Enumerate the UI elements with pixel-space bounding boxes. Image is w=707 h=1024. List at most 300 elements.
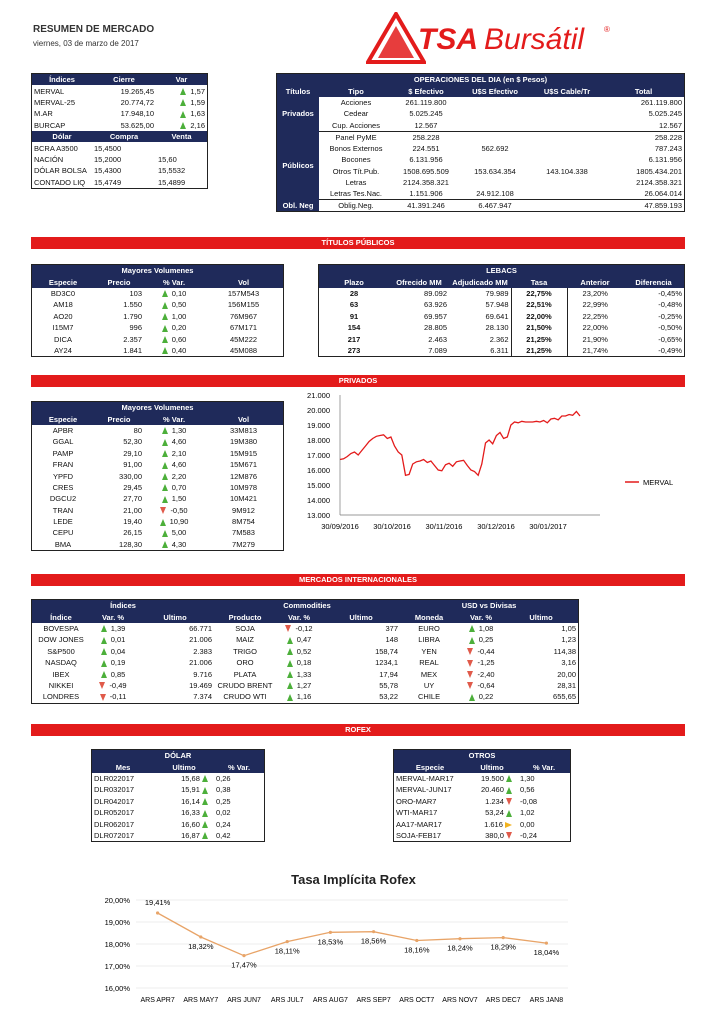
rofex-especie: DLR022017 [94, 773, 135, 783]
operaciones-usd: 153.634.354 [474, 166, 516, 176]
down-arrow-icon [285, 625, 291, 632]
rofex-var: 1,30 [520, 773, 535, 783]
index-last: 19.469 [189, 680, 213, 690]
intl-row [32, 691, 578, 702]
merval-x-tick: 30/12/2016 [477, 522, 515, 531]
lebacs-header-row [319, 276, 684, 287]
index-row [32, 108, 207, 119]
intl-row [32, 668, 578, 679]
index-name: IBEX [52, 669, 70, 679]
lebac-anterior: 21,90% [582, 334, 608, 344]
currency-var: -0,44 [458, 646, 504, 657]
precio: 26,15 [123, 528, 142, 538]
rate-y-tick: 16,00% [104, 984, 130, 993]
operaciones-tipo: Otros Tít.Pub. [332, 166, 380, 176]
column-header: Moneda [400, 611, 458, 622]
operaciones-pesos: 41.391.246 [393, 200, 459, 212]
merval-y-tick: 18.000 [307, 436, 330, 445]
column-header: $ Efectivo [393, 85, 459, 96]
lebac-tasa: 21,50% [511, 322, 567, 333]
var-pct: 1,50 [144, 493, 204, 504]
column-header: Ultimo [504, 611, 578, 622]
especie: GGAL [52, 437, 74, 447]
precio: 27,70 [123, 494, 142, 504]
index-var: -0,11 [90, 691, 136, 702]
commodity-last: 17,94 [379, 669, 399, 679]
commodity-name: PLATA [233, 669, 257, 679]
column-header: U$S Efectivo [459, 85, 531, 96]
column-header: Adjudicado MM [449, 276, 511, 287]
dolar-row [32, 154, 207, 165]
rate-point [242, 954, 245, 957]
volumen: 33M813 [229, 425, 258, 435]
operaciones-usd [459, 108, 531, 119]
commodity-name: CRUDO WTI [223, 692, 267, 702]
logo-registered-mark: ® [604, 25, 610, 34]
operaciones-title: OPERACIONES DEL DIA (en $ Pesos) [277, 74, 684, 85]
rofex-ultimo: 15,91 [154, 784, 214, 795]
operaciones-group-label: Públicos [277, 131, 319, 200]
precio: 1.550 [123, 300, 142, 310]
operaciones-cable: 143.104.338 [546, 166, 588, 176]
operaciones-row [277, 188, 684, 200]
currency-last: 1,05 [561, 623, 576, 633]
privado-row [32, 482, 283, 493]
index-row [32, 97, 207, 108]
operaciones-tipo: Bocones [341, 155, 371, 165]
merval-x-tick: 30/11/2016 [425, 522, 463, 531]
lebac-plazo: 28 [349, 288, 359, 298]
precio: 330,00 [119, 471, 142, 481]
privado-row [32, 493, 283, 504]
volumenes-header-row [32, 276, 283, 287]
operaciones-total: 261.119.800 [640, 97, 682, 107]
up-arrow-icon [202, 821, 208, 828]
column-header: Precio [94, 413, 144, 424]
volumen: 8M754 [232, 517, 255, 527]
intl-group-header: USD vs Divisas [400, 600, 578, 611]
currency-var: 0,25 [458, 634, 504, 645]
var-pct: 0,50 [144, 299, 204, 310]
column-header: % Var. [144, 276, 204, 287]
operaciones-pesos: 1.151.906 [409, 189, 443, 199]
rofex-row [92, 807, 264, 818]
column-header: Compra [92, 131, 156, 142]
especie: APBR [52, 425, 74, 435]
up-arrow-icon [202, 810, 208, 817]
rate-x-tick: ARS MAY7 [183, 997, 219, 1004]
lebac-diferencia: -0,25% [658, 311, 682, 321]
operaciones-pesos: 261.119.800 [405, 97, 447, 107]
column-header: Vol [204, 276, 283, 287]
especie: CEPU [52, 528, 74, 538]
column-header: U$S Cable/Tr [531, 85, 603, 96]
currency-name: LIBRA [418, 635, 440, 645]
operaciones-pesos: 1508.695.509 [403, 166, 449, 176]
down-arrow-icon [160, 507, 166, 514]
up-arrow-icon [202, 798, 208, 805]
volumen: 7M583 [232, 528, 255, 538]
merval-y-tick: 16.000 [307, 466, 330, 475]
rofex-ultimo: 16,60 [154, 818, 214, 829]
rofex-var: 0,38 [216, 785, 231, 795]
rofex-ultimo: 1.234 [466, 796, 518, 807]
lebac-row [319, 299, 684, 310]
var-pct: 0,60 [144, 333, 204, 344]
rate-point [415, 939, 418, 942]
column-header: Especie [32, 413, 94, 424]
dolar-compra: 15,4749 [94, 177, 122, 187]
dolar-venta [156, 142, 207, 153]
operaciones-total: 2124.358.321 [636, 177, 682, 187]
var-pct: 4,60 [144, 459, 204, 470]
especie: AM18 [53, 300, 73, 310]
up-arrow-icon [162, 302, 168, 309]
rate-point [458, 937, 461, 940]
volumen: 15M671 [229, 460, 258, 470]
merval-y-tick: 13.000 [307, 511, 330, 520]
volumen: 9M912 [232, 505, 255, 515]
index-var: 1,59 [156, 97, 207, 108]
especie: BD3C0 [50, 288, 76, 298]
operaciones-row [277, 177, 684, 188]
currency-name: REAL [419, 658, 439, 668]
up-arrow-icon [287, 694, 293, 701]
index-close: 19.265,45 [120, 86, 154, 96]
rate-x-tick: ARS SEP7 [356, 997, 391, 1004]
lebac-adjudicado: 2.362 [489, 334, 509, 344]
dolar-row [32, 142, 207, 153]
index-last: 66.771 [189, 623, 213, 633]
var-pct: 4,30 [144, 539, 204, 550]
operaciones-cable [531, 131, 603, 143]
index-var: 0,01 [90, 634, 136, 645]
up-arrow-icon [162, 462, 168, 469]
down-arrow-icon [100, 694, 106, 701]
volumen: 10M421 [229, 494, 258, 504]
rofex-ultimo: 16,14 [154, 796, 214, 807]
section-bar-rofex: ROFEX [31, 724, 685, 736]
dolar-compra: 15,4300 [94, 166, 122, 176]
operaciones-tipo: Letras [345, 177, 367, 187]
precio: 29,45 [123, 482, 142, 492]
rofex-var: 0,24 [216, 819, 231, 829]
commodity-last: 1234,1 [375, 658, 399, 668]
column-header: Índice [32, 611, 90, 622]
merval-y-tick: 17.000 [307, 451, 330, 460]
commodity-var: 0,47 [276, 634, 322, 645]
operaciones-tipo: Panel PyME [319, 131, 393, 143]
volumen: 15M915 [229, 448, 258, 458]
rofex-row [92, 796, 264, 807]
precio: 128,30 [119, 539, 142, 549]
lebac-ofrecido: 69.957 [424, 311, 447, 321]
publico-row [32, 299, 283, 310]
privado-row [32, 459, 283, 470]
commodity-var: 0,18 [276, 657, 322, 668]
volumen: 19M380 [229, 437, 258, 447]
operaciones-usd: 562.692 [481, 143, 509, 153]
up-arrow-icon [162, 325, 168, 332]
commodity-var: 1,16 [276, 691, 322, 702]
column-header: Var. % [276, 611, 322, 622]
column-header: Especie [394, 761, 466, 772]
up-arrow-icon [101, 648, 107, 655]
rofex-especie: MERVAL-JUN17 [396, 785, 452, 795]
rofex-var: 0,02 [216, 808, 231, 818]
currency-name: MEX [420, 669, 438, 679]
currency-var: -0,64 [458, 680, 504, 691]
column-header: Ultimo [466, 761, 518, 772]
currency-last: 1,23 [561, 635, 576, 645]
index-name: S&P500 [47, 646, 75, 656]
currency-last: 28,31 [557, 680, 576, 690]
rofex-especie: DLR032017 [94, 785, 135, 795]
column-header: Anterior [567, 276, 623, 287]
rofex-especie: SOJA-FEB17 [396, 830, 442, 840]
rate-data-label: 18,04% [533, 948, 560, 958]
rate-data-label: 18,16% [404, 945, 430, 955]
indices-table [31, 73, 208, 189]
intl-row [32, 646, 578, 657]
rate-point [545, 942, 548, 945]
rofex-ultimo: 53,24 [466, 807, 518, 818]
up-arrow-icon [162, 450, 168, 457]
rate-data-label: 18,24% [447, 943, 473, 953]
lebac-tasa: 21,25% [511, 345, 567, 356]
rofex-row [92, 784, 264, 795]
rofex-header-row [92, 761, 264, 772]
index-name: LONDRES [42, 692, 80, 702]
column-header: Dólar [32, 131, 92, 142]
privado-row [32, 505, 283, 516]
currency-last: 3,16 [561, 658, 576, 668]
operaciones-tipo: Bonos Externos [329, 143, 383, 153]
merval-y-tick: 19.000 [307, 421, 330, 430]
merval-y-tick: 20.000 [307, 406, 330, 415]
down-arrow-icon [506, 832, 512, 839]
rofex-row [92, 830, 264, 841]
volumen: 12M876 [229, 471, 258, 481]
rofex-row [394, 818, 570, 829]
operaciones-pesos: 258.228 [393, 131, 459, 143]
currency-var: -2,40 [458, 668, 504, 679]
lebac-tasa: 22,00% [511, 311, 567, 322]
down-arrow-icon [99, 682, 105, 689]
index-close: 53.625,00 [120, 120, 154, 130]
volumen: 45M222 [229, 334, 258, 344]
index-var: -0,49 [90, 680, 136, 691]
index-name: BOVESPA [43, 623, 79, 633]
column-header: % Var. [518, 761, 570, 772]
column-header: Índices [32, 74, 92, 85]
rofex-ultimo: 1.616 [466, 818, 518, 829]
merval-y-tick: 14.000 [307, 496, 330, 505]
precio: 1.790 [123, 311, 142, 321]
logo-bursatil-text: Bursátil [484, 23, 585, 56]
operaciones-total: 6.131.956 [648, 155, 682, 165]
rofex-rate-chart-title: Tasa Implícita Rofex [291, 872, 416, 887]
column-header: Total [603, 85, 684, 96]
operaciones-usd: 24.912.108 [476, 189, 514, 199]
volumen: 156M155 [227, 300, 260, 310]
up-arrow-icon [506, 787, 512, 794]
operaciones-tipo: Cup. Acciones [332, 120, 380, 130]
rofex-header-row [394, 761, 570, 772]
rofex-especie: WTI-MAR17 [396, 808, 438, 818]
column-header: Producto [214, 611, 276, 622]
index-last: 9.716 [193, 669, 213, 679]
column-header: Vol [204, 413, 283, 424]
volumen: 7M279 [232, 539, 255, 549]
rofex-row [92, 773, 264, 784]
rofex-ultimo: 380,0 [466, 830, 518, 841]
rate-x-tick: ARS APR7 [140, 997, 175, 1004]
rate-point [372, 930, 375, 933]
volumen: 67M171 [229, 323, 258, 333]
rofex-rate-line-chart [90, 890, 580, 1016]
currency-name: EURO [418, 623, 440, 633]
currency-name: CHILE [417, 692, 441, 702]
lebac-plazo: 63 [349, 300, 359, 310]
index-var: 0,04 [90, 646, 136, 657]
operaciones-cable [531, 120, 603, 132]
index-row [32, 120, 207, 131]
publico-row [32, 288, 283, 299]
operaciones-group-label: Privados [277, 97, 319, 131]
rofex-row [394, 773, 570, 784]
especie: PAMP [52, 448, 74, 458]
rofex-var: 0,42 [216, 830, 231, 840]
var-pct: 1,30 [144, 425, 204, 436]
privado-row [32, 516, 283, 527]
rate-data-label: 18,32% [188, 941, 214, 951]
indices-header-row [32, 74, 207, 85]
column-header: Var. % [90, 611, 136, 622]
report-title: RESUMEN DE MERCADO [33, 24, 155, 35]
rate-point [199, 935, 202, 938]
dolar-name: CONTADO LIQ [34, 177, 86, 187]
rofex-ultimo: 16,33 [154, 807, 214, 818]
lebac-diferencia: -0,45% [658, 288, 682, 298]
currency-var: -1,25 [458, 657, 504, 668]
merval-x-tick: 30/01/2017 [529, 522, 567, 531]
operaciones-pesos: 6.131.956 [409, 155, 443, 165]
lebac-anterior: 22,99% [582, 300, 608, 310]
lebac-ofrecido: 89.092 [424, 288, 447, 298]
commodity-var: 1,27 [276, 680, 322, 691]
commodity-var: 1,33 [276, 668, 322, 679]
currency-name: YEN [421, 646, 437, 656]
especie: BMA [54, 539, 72, 549]
rofex-especie: DLR072017 [94, 830, 135, 840]
dolar-name: NACIÓN [34, 154, 64, 164]
precio: 19,40 [123, 517, 142, 527]
operaciones-usd [459, 154, 531, 165]
up-arrow-icon [287, 671, 293, 678]
index-var: 1,63 [156, 108, 207, 119]
rate-point [502, 936, 505, 939]
especie: CRES [52, 482, 74, 492]
commodity-name: MAIZ [236, 635, 254, 645]
privado-row [32, 470, 283, 481]
currency-last: 114,38 [553, 646, 576, 656]
volumen: 10M978 [229, 482, 258, 492]
currency-last: 20,00 [557, 669, 576, 679]
publicos-volumenes-table [31, 264, 284, 357]
operaciones-header-row [277, 85, 684, 96]
index-var: 0,85 [90, 668, 136, 679]
rofex-var: 0,26 [216, 773, 231, 783]
operaciones-row [277, 108, 684, 119]
merval-series-line [340, 412, 580, 476]
down-arrow-icon [467, 671, 473, 678]
dolar-venta: 15,60 [158, 154, 177, 164]
merval-x-tick: 30/10/2016 [373, 522, 411, 531]
column-header: % Var. [144, 413, 204, 424]
up-arrow-icon [180, 88, 186, 95]
lebac-anterior: 23,20% [582, 288, 608, 298]
mercados-internacionales-table [31, 599, 579, 704]
lebac-ofrecido: 28.805 [424, 323, 447, 333]
rofex-ultimo: 15,68 [154, 773, 214, 784]
rofex-row [394, 784, 570, 795]
intl-group-header-row [32, 600, 578, 611]
rofex-row [394, 807, 570, 818]
commodity-last: 377 [385, 623, 399, 633]
operaciones-usd [459, 177, 531, 188]
operaciones-tipo: Letras Tes.Nac. [330, 189, 382, 199]
dolar-row [32, 165, 207, 176]
var-pct: 10,90 [144, 516, 204, 527]
currency-name: UY [423, 680, 435, 690]
rofex-row [394, 830, 570, 841]
lebac-plazo: 273 [347, 345, 361, 355]
precio: 91,00 [123, 460, 142, 470]
commodity-name: TRIGO [233, 646, 257, 656]
up-arrow-icon [202, 832, 208, 839]
logo-tsa-text: TSA [418, 23, 478, 56]
lebac-ofrecido: 63.926 [424, 300, 447, 310]
merval-line-chart [296, 388, 696, 538]
operaciones-usd: 6.467.947 [459, 200, 531, 212]
up-arrow-icon [202, 787, 208, 794]
volumenes-header-row [32, 413, 283, 424]
operaciones-group-label: Obl. Neg [277, 200, 319, 212]
rate-data-label: 18,29% [490, 942, 516, 952]
privado-row [32, 436, 283, 447]
index-var: 0,19 [90, 657, 136, 668]
rate-data-label: 18,11% [274, 946, 300, 956]
volumenes-title: Mayores Volumenes [32, 402, 283, 413]
var-pct: 0,10 [144, 288, 204, 299]
up-arrow-icon [162, 541, 168, 548]
precio: 21,00 [123, 505, 142, 515]
operaciones-pesos: 2124.358.321 [403, 177, 449, 187]
rofex-var: 0,56 [520, 785, 535, 795]
lebac-row [319, 311, 684, 322]
column-header: Ultimo [322, 611, 400, 622]
lebac-row [319, 345, 684, 356]
down-arrow-icon [467, 648, 473, 655]
dolar-compra: 15,4500 [94, 143, 122, 153]
operaciones-row [277, 97, 684, 108]
operaciones-cable [531, 200, 603, 212]
operaciones-pesos: 5.025.245 [409, 109, 443, 119]
operaciones-total: 12.567 [659, 120, 682, 130]
lebac-plazo: 217 [347, 334, 361, 344]
lebac-adjudicado: 57.948 [485, 300, 509, 310]
